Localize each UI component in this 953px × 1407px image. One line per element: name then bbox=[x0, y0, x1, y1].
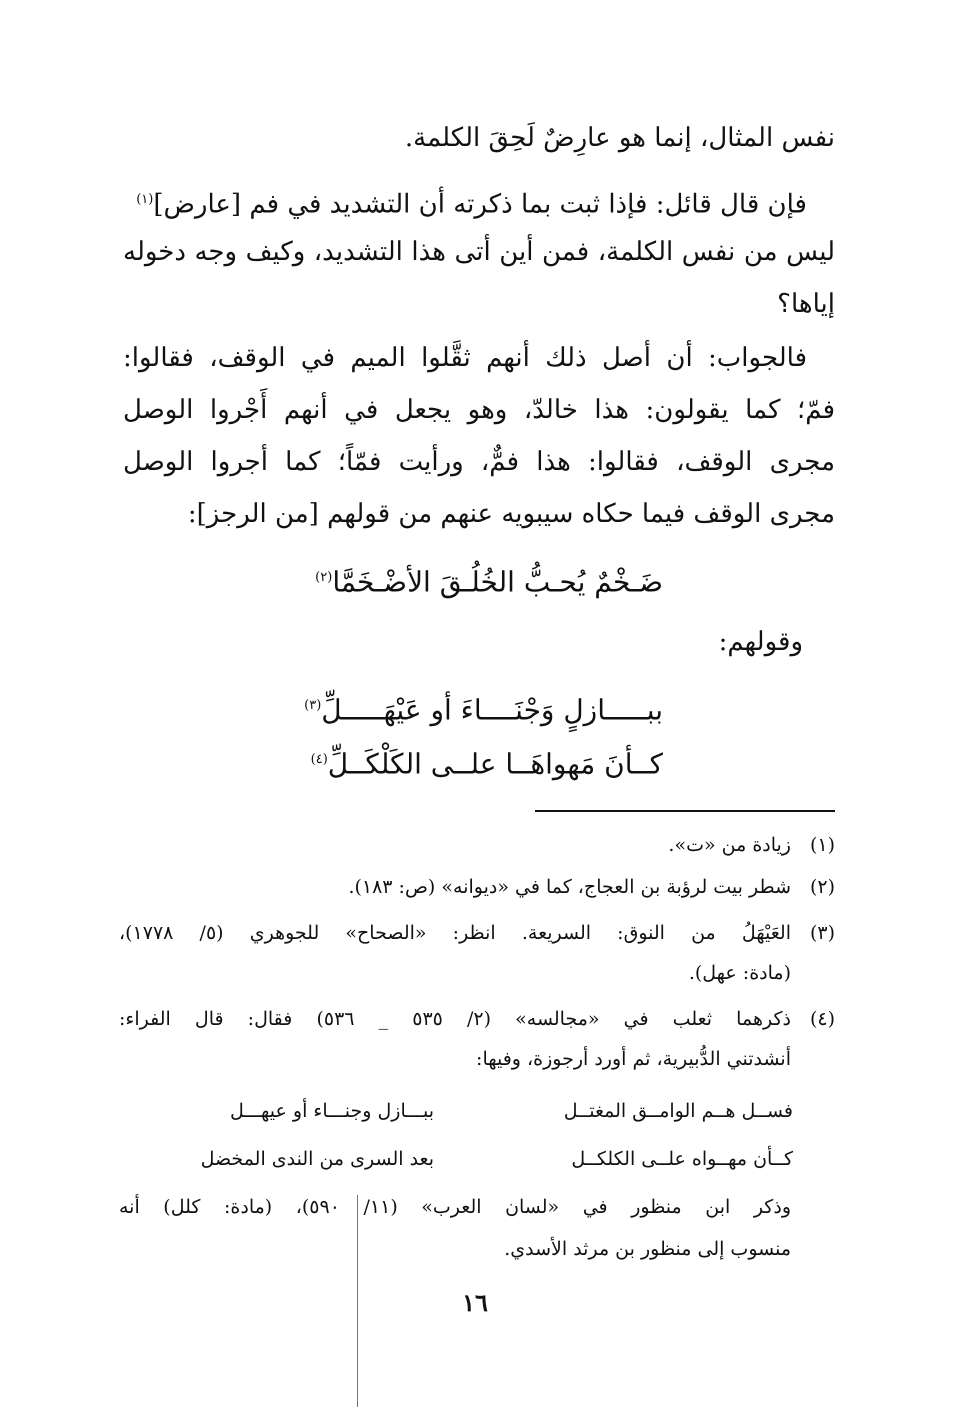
footnote-number: (١) bbox=[809, 834, 835, 856]
poem-hemistich: بعد السرى من الندى المخضل bbox=[200, 1148, 434, 1170]
body-text: فإن قال قائل: فإذا ثبت بما ذكرته أن التشديد في فم [عارض] bbox=[153, 189, 807, 220]
poem-hemistich: كــأن مهــواه علــى الكلكــل bbox=[571, 1148, 793, 1170]
verse-text: ضَـخْمٌ يُحـبُّ الخُلُـقَ الأضْـخَمَّا bbox=[332, 565, 663, 599]
footnote bbox=[0, 830, 953, 860]
footnote-text: ذكرهما ثعلب في «مجالسه» (٢/ ٥٣٥ _ ٥٣٦) فقال: قال الفراء: bbox=[119, 1008, 791, 1030]
footnote-continuation bbox=[0, 1234, 953, 1264]
footnote bbox=[0, 1004, 953, 1034]
footnote-text: وذكر ابن منظور في «لسان العرب» (١١/ ٥٩٠)، (مادة: كلل) أنه bbox=[119, 1196, 791, 1218]
footnote-marker: (٤) bbox=[310, 752, 328, 767]
footnote-text: العَيْهَلُ من النوق: السريعة. انظر: «الصحاح» للجوهري (٥/ ١٧٧٨)، bbox=[119, 922, 791, 944]
footnote-text: شطر بيت لرؤبة بن العجاج، كما في «ديوانه» (ص: ١٨٣). bbox=[348, 876, 791, 898]
body-line: ليس من نفس الكلمة، فمن أين أتى هذا التشديد، وكيف وجه دخوله bbox=[123, 237, 835, 267]
verse-line bbox=[315, 558, 663, 602]
body-line bbox=[136, 180, 807, 225]
footnote-separator bbox=[535, 810, 835, 812]
verse-line bbox=[311, 740, 663, 784]
footnote-number: (٢) bbox=[809, 876, 835, 898]
body-line: مجرى الوقف فيما حكاه سيبويه عنهم من قولهم [من الرجز]: bbox=[187, 499, 835, 529]
body-line: إياها؟ bbox=[777, 289, 835, 319]
verse-line bbox=[304, 686, 663, 730]
footnote-continuation bbox=[0, 1192, 953, 1222]
footnote-text: أنشدتني الدُّبيرية، ثم أورد أرجوزة، وفيها: bbox=[476, 1048, 791, 1070]
verse-text: ببـــــازلٍ وَجْنَــــاءَ أو عَيْهَـــــلِّ bbox=[321, 693, 663, 727]
footnote bbox=[0, 872, 953, 902]
footnote-marker: (١) bbox=[136, 192, 154, 207]
page-number: ١٦ bbox=[462, 1288, 488, 1317]
body-line: نفس المثال، إنما هو عارِضٌ لَحِقَ الكلمة. bbox=[404, 123, 835, 153]
footnote-number: (٣) bbox=[809, 922, 835, 944]
verse-text: كــأنَ مَهواهَــا علــى الكَلْكَــلِّ bbox=[327, 747, 663, 781]
footnote-number: (٤) bbox=[809, 1008, 835, 1030]
poem-hemistich: ببـــازل وجنـــاء أو عيهـــل bbox=[229, 1100, 434, 1122]
body-line: مجرى الوقف، فقالوا: هذا فمٌّ، ورأيت فمّاً؛ كما أجروا الوصل bbox=[123, 447, 835, 477]
scan-artifact-line bbox=[357, 1195, 358, 1407]
footnote-continuation bbox=[0, 958, 953, 988]
body-line: فالجواب: أن أصل ذلك أنهم ثقَّلوا الميم في الوقف، فقالوا: bbox=[123, 343, 807, 373]
footnote-text: منسوب إلى منظور بن مرثد الأسدي. bbox=[504, 1238, 791, 1260]
footnote bbox=[0, 918, 953, 948]
footnote-text: (مادة: عهل). bbox=[688, 962, 791, 984]
poem-hemistich: فســل هــم الوامــق المغتــل bbox=[563, 1100, 793, 1122]
footnote-continuation bbox=[0, 1044, 953, 1074]
footnote-text: زيادة من «ت». bbox=[668, 834, 791, 856]
footnote-marker: (٣) bbox=[304, 698, 322, 713]
footnote-marker: (٢) bbox=[315, 570, 333, 585]
body-line: فمّ؛ كما يقولون: هذا خالدّ، وهو يجعل في أنهم أَجْروا الوصل bbox=[123, 395, 835, 425]
body-line: وقولهم: bbox=[718, 627, 803, 657]
